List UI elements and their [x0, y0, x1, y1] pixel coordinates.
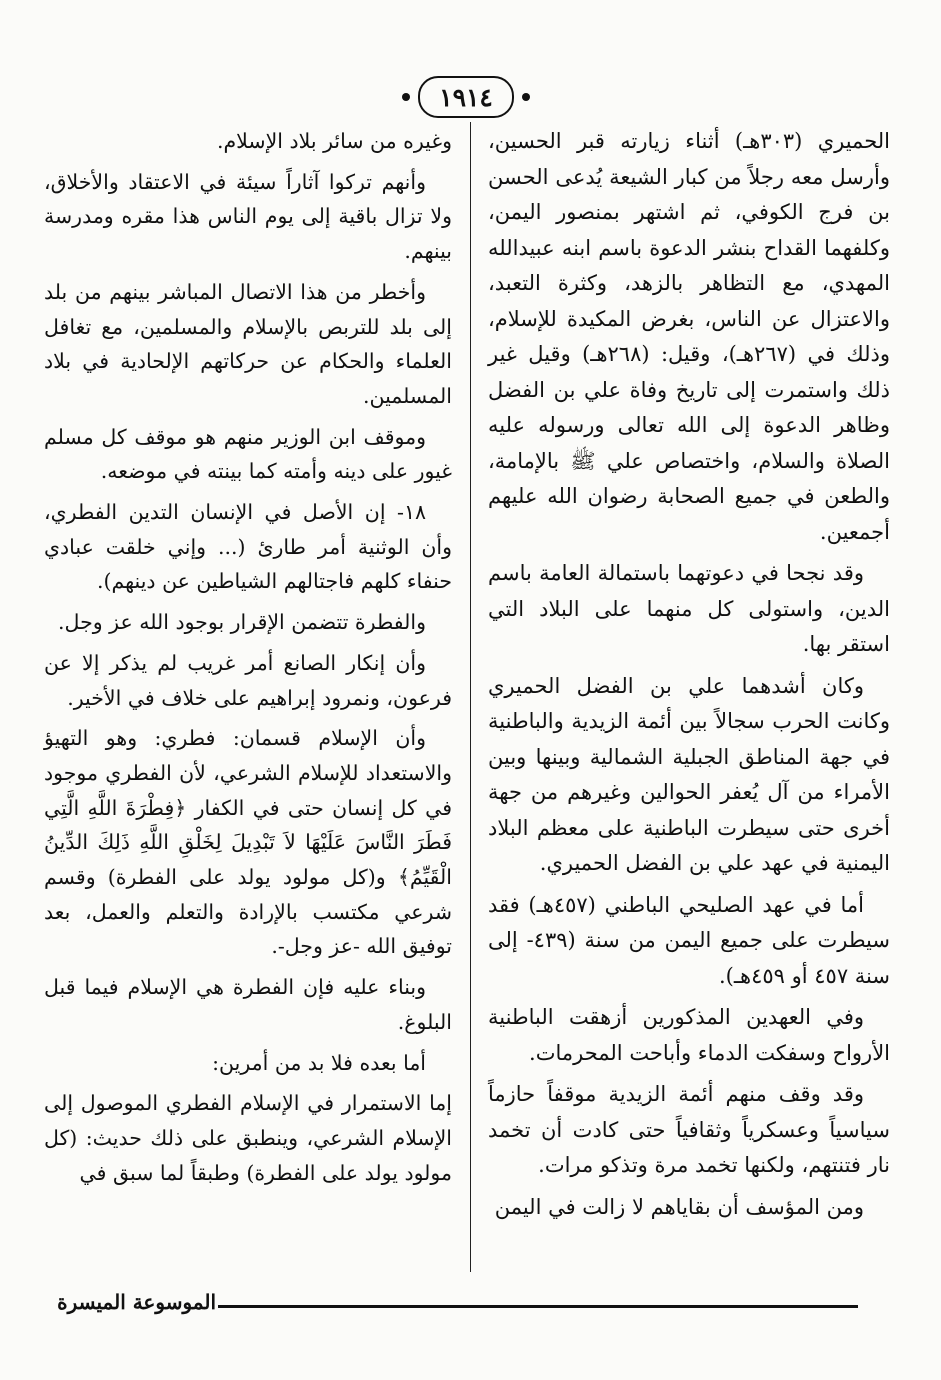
column-divider [470, 122, 471, 1272]
paragraph: وفي العهدين المذكورين أزهقت الباطنية الأرواح وسفكت الدماء وأباحت المحرمات. [488, 1005, 890, 1065]
paragraph: ١٨- إن الأصل في الإنسان التدين الفطري، وأن الوثنية أمر طارئ (... وإني خلقت عبادي حنفاء كلهم فاجتالهم الشياطين عن دينهم). [44, 500, 452, 594]
footer-title: الموسوعة الميسرة [57, 1290, 216, 1314]
paragraph: وموقف ابن الوزير منهم هو موقف كل مسلم غيور على دينه وأمته كما بينته في موضعه. [44, 424, 452, 484]
left-column [44, 124, 452, 1196]
right-column [488, 124, 890, 1231]
paragraph: وأن إنكار الصانع أمر غريب لم يذكر إلا عن فرعون، ونمرود إبراهيم على خلاف في الأخير. [44, 650, 452, 710]
paragraph: وأخطر من هذا الاتصال المباشر بينهم من بلد إلى بلد للتربص بالإسلام والمسلمين، مع تغافل العلماء والحكام عن حركاتهم الإلحادية في بلاد المسلمين. [44, 279, 452, 408]
page-number: ١٩١٤ [418, 76, 514, 118]
footer-rule [218, 1305, 858, 1308]
paragraph: وقد نجحا في دعوتهما باستمالة العامة باسم الدين، واستولى كل منهما على البلاد التي استقر بها. [488, 561, 890, 656]
paragraph: الحميري (٣٠٣هـ) أثناء زيارته قبر الحسين، وأرسل معه رجلاً من كبار الشيعة يُدعى الحسن بن فرج الكوفي، ثم اشتهر بمنصور اليمن، وكلفهما القداح بنشر الدعوة باسم ابنه عبيدالله المهدي، مع التظاهر بالزهد، وكثرة التعبد، والاعتزال عن الناس، بغرض المكيدة للإسلام، وذلك في (٢٦٧هـ)، وقيل: (٢٦٨هـ) وقيل غير ذلك واستمرت إلى تاريخ وفاة علي بن الفضل وظاهر الدعوة إلى الله تعالى ورسوله عليه الصلاة والسلام، واختصاص علي ﷺ بالإمامة، والطعن في جميع الصحابة رضوان الله عليهم أجمعين. [488, 129, 890, 544]
paragraph: وقد وقف منهم أئمة الزيدية موقفاً حازماً سياسياً وعسكرياً وثقافياً حتى كادت أن تخمد نار فتنتهم، ولكنها تخمد مرة وتذكو مرات. [488, 1082, 890, 1177]
paragraph: أما في عهد الصليحي الباطني (٤٥٧هـ) فقد سيطرت على جميع اليمن من سنة (٤٣٩- إلى سنة ٤٥٧ أو ٤٥٩هـ). [488, 892, 890, 988]
paragraph: والفطرة تتضمن الإقرار بوجود الله عز وجل. [58, 610, 426, 635]
paragraph: وكان أشدهما علي بن الفضل الحميري وكانت الحرب سجالاً بين أئمة الزيدية والباطنية في جهة المناطق الجبلية الشمالية وبينها وبين الأمراء من آل يُعفر الحوالين وغيرهم من جهة أخرى حتى سيطرت الباطنية على معظم البلاد اليمنية في عهد علي بن الفضل الحميري. [488, 673, 890, 875]
paragraph: إما الاستمرار في الإسلام الفطري الموصول إلى الإسلام الشرعي، وينطبق على ذلك حديث: (كل مولود يولد على الفطرة) وطبقاً لما سبق في [44, 1091, 452, 1185]
paragraph: وأن الإسلام قسمان: فطري: وهو التهيؤ والاستعداد للإسلام الشرعي، لأن الفطري موجود في كل إنسان حتى في الكفار ﴿فِطْرَةَ اللَّهِ الَّتِي فَطَرَ النَّاسَ عَلَيْهَا لاَ تَبْدِيلَ لِخَلْقِ اللَّهِ ذَلِكَ الدِّينُ الْقَيِّمُ﴾ و(كل مولود يولد على الفطرة) وقسم شرعي مكتسب بالإرادة والتعلم والعمل، بعد توفيق الله -عز وجل-. [44, 726, 452, 959]
paragraph: ومن المؤسف أن بقاياهم لا زالت في اليمن [494, 1194, 864, 1219]
paragraph: أما بعده فلا بد من أمرين: [212, 1050, 426, 1075]
paragraph: وبناء عليه فإن الفطرة هي الإسلام فيما قبل البلوغ. [44, 975, 452, 1034]
paragraph: وأنهم تركوا آثاراً سيئة في الاعتقاد والأخلاق، ولا تزال باقية إلى يوم الناس هذا مقره ومدرسة بينهم. [44, 169, 452, 264]
paragraph: وغيره من سائر بلاد الإسلام. [216, 129, 452, 153]
